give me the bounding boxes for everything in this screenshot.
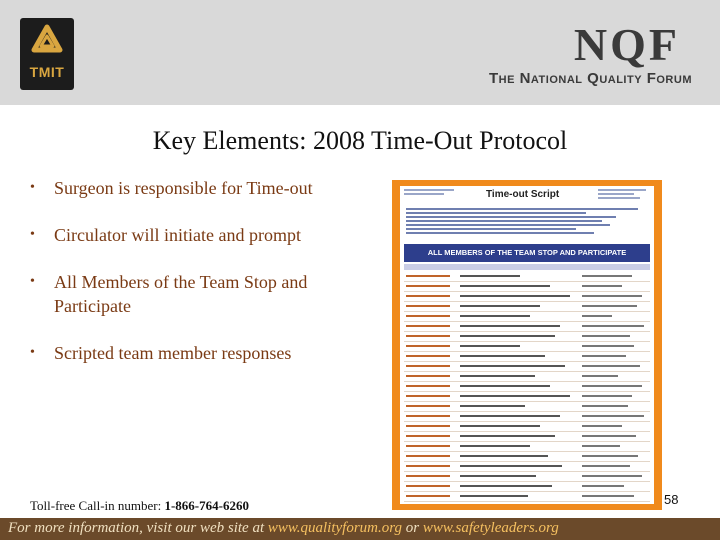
doc-table-row [404,322,650,332]
doc-table-row [404,342,650,352]
doc-table-row [404,462,650,472]
doc-table-row [404,402,650,412]
timeout-script-thumbnail [392,180,662,510]
bullet-text: Scripted team member responses [54,343,292,363]
bullet-dot: • [30,227,35,242]
bullet-list [30,176,330,388]
doc-table-row [404,382,650,392]
header-band [0,0,720,105]
page-number: 58 [664,492,679,507]
doc-logo [404,189,464,201]
doc-table-row [404,422,650,432]
nqf-subtitle: The National Quality Forum [488,70,692,87]
logo-text: TMIT [29,64,65,80]
bullet-text: Surgeon is responsible for Time-out [54,178,313,198]
doc-table-row [404,432,650,442]
doc-rows [404,272,650,504]
doc-table-row [404,302,650,312]
bullet-text: Circulator will initiate and prompt [54,225,301,245]
doc-table-row [404,372,650,382]
doc-table-row [404,502,650,504]
doc-table-row [404,442,650,452]
doc-header [404,189,650,203]
footer-url-1[interactable]: www.qualityforum.org [267,520,403,536]
tollfree-number: 1-866-764-6260 [164,498,249,513]
doc-table-row [404,292,650,302]
bullet-item [30,270,330,318]
footer-url-2[interactable]: www.safetyleaders.org [422,520,559,536]
bullet-item [30,223,330,247]
doc-table-row [404,332,650,342]
footer-text [8,520,559,537]
bullet-dot: • [30,180,35,195]
doc-banner: ALL MEMBERS OF THE TEAM STOP AND PARTICIPATE [404,244,650,262]
tollfree-line [30,498,249,514]
timeout-script-page [400,186,654,504]
doc-table-row [404,412,650,422]
doc-table-row [404,272,650,282]
tmit-logo-icon [29,24,65,60]
footer-conj: or [405,520,420,536]
doc-table-row [404,392,650,402]
doc-table-row [404,452,650,462]
doc-table-row [404,282,650,292]
doc-table-row [404,492,650,502]
doc-column-header [404,264,650,270]
doc-table-row [404,352,650,362]
bullet-text: All Members of the Team Stop and Participate [54,272,308,316]
tollfree-label: Toll-free Call-in number: [30,498,162,513]
footer-band [0,518,720,540]
doc-table-row [404,362,650,372]
doc-table-row [404,482,650,492]
footer-label: For more information, visit our web site at [8,520,265,536]
doc-table-row [404,312,650,322]
doc-table-row [404,472,650,482]
tmit-logo [20,18,74,90]
bullet-dot: • [30,345,35,360]
nqf-brand: NQF [573,19,680,70]
bullet-dot: • [30,274,35,289]
bullet-item [30,176,330,200]
doc-intro-text [406,208,648,236]
doc-header-lines [598,189,648,201]
doc-title: Time-out Script [486,189,560,200]
bullet-item [30,341,330,365]
slide-title: Key Elements: 2008 Time-Out Protocol [152,126,568,155]
